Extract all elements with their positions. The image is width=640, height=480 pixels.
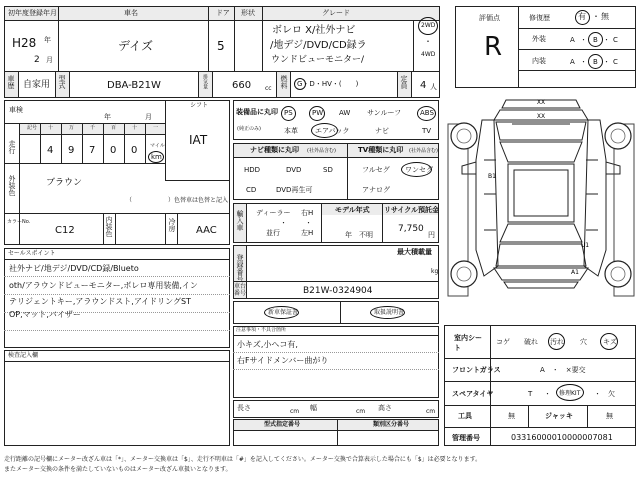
- drive-4wd: 4WD: [421, 51, 436, 58]
- reg-no-label: 登録番号: [236, 254, 244, 282]
- mileage-digit-header: 一: [153, 125, 159, 131]
- grade-line-3: ウンドビューモニター/: [271, 55, 365, 65]
- mileage-digit-header: 記号: [27, 125, 38, 131]
- mileage-digit: 7: [89, 145, 96, 156]
- mileage-digit-header: 十: [48, 125, 54, 131]
- repair-yes: 有: [578, 12, 586, 21]
- chassis-label: 車台番号: [234, 283, 247, 297]
- type-cert-label: 型式指定番号: [264, 421, 301, 428]
- fuel-label: 燃料: [280, 75, 288, 89]
- notes-line-2: 右Fサイドメンバー曲がり: [237, 356, 329, 365]
- usage-value: 自家用: [23, 80, 51, 90]
- score-value: R: [484, 32, 503, 62]
- inspector-box: [4, 350, 230, 446]
- interior-grade-label: 内装: [532, 57, 546, 65]
- car-damage-diagram: [442, 90, 640, 322]
- exterior-color-value: ブラウン: [46, 178, 83, 188]
- sales-point-label: セールスポイント: [8, 250, 56, 257]
- mgmt-label: 管理番号: [452, 434, 480, 442]
- sales-line-3: テリジェントキー,アラウンドスト,アイドリングST: [9, 297, 191, 306]
- exterior-color-label: 外装色: [8, 175, 16, 196]
- mileage-digit: 0: [131, 145, 138, 156]
- color-no-label: カラーNo.: [7, 219, 31, 225]
- jack-label: ジャッキ: [545, 412, 573, 420]
- equipment-label: 装備品に丸印: [236, 108, 278, 116]
- repair-label: 修復歴: [529, 14, 550, 22]
- reg-month: 2: [34, 55, 40, 65]
- mileage-unit-mile: マイル: [150, 143, 165, 149]
- sales-line-2: oth/アラウンドビューモニター,ボレロ専用装備,イン: [9, 281, 198, 290]
- vehicle-details: [4, 100, 230, 245]
- spare-tire-label: スペアタイヤ: [452, 390, 494, 398]
- grade-line-2: /地デジ/DVD/CD録ラ: [270, 40, 367, 51]
- mileage-digit-header: 万: [69, 125, 75, 131]
- car-name: デイズ: [118, 39, 154, 53]
- model-value: DBA-B21W: [107, 80, 161, 91]
- color-no-value: C12: [55, 225, 75, 236]
- footer-line-1: 走行距離の記号欄にメーター改ざん車は「*」、メーター交換車は「$」、走行不明車は「#」を記入してください。メーター交換で合算表示した場合にも「$」は必要となります。: [4, 456, 482, 463]
- recycle-value: 7,750: [398, 224, 424, 234]
- disp-value: 660: [232, 80, 252, 91]
- mark-hood-xx: XX: [536, 113, 546, 120]
- first-reg-label: 初年度登録年月: [8, 9, 57, 17]
- sales-line-1: 社外ナビ/地デジ/DVD/CD録/Blueto: [9, 264, 139, 273]
- tools-label: 工具: [458, 412, 472, 420]
- aircon-value: AAC: [196, 225, 217, 236]
- exterior-grade-label: 外装: [532, 35, 546, 43]
- navi-title: ナビ種類に丸印: [250, 146, 299, 154]
- usage-label: 車歴: [7, 75, 15, 89]
- year-unit: 年: [44, 36, 51, 44]
- repair-no: 無: [601, 12, 609, 21]
- shift-value: IAT: [189, 133, 208, 147]
- mileage-unit-km: km: [151, 153, 162, 161]
- mileage-digit: 0: [110, 145, 117, 156]
- notes-label: 注意事項・不具合箇所: [236, 327, 287, 333]
- capacity-label: 定員: [400, 75, 408, 89]
- mark-front-xx: XX: [536, 99, 546, 106]
- drive-2wd: 2WD: [421, 22, 436, 29]
- shift-label: シフト: [190, 102, 209, 109]
- mileage-digit: 4: [47, 145, 54, 156]
- model-label: 型式: [58, 75, 66, 89]
- month-unit: 月: [46, 56, 53, 64]
- disp-unit: cc: [265, 85, 272, 92]
- dims-box: [233, 400, 439, 418]
- capacity-unit: 人: [430, 83, 437, 91]
- mileage-label: 走行: [8, 140, 16, 154]
- score-label: 評価点: [479, 14, 500, 22]
- mark-right-u1: U1: [580, 242, 590, 249]
- footer-line-2: またメーター交換の条件を満たしていないものはメーター改ざん車扱いとなります。: [4, 466, 232, 473]
- sales-line-4: OP,マット,バイザー: [9, 310, 81, 319]
- capacity-value: 4: [420, 80, 427, 91]
- chassis-value: B21W-0324904: [303, 286, 373, 296]
- car-name-label: 車名: [124, 9, 138, 17]
- doors-label: ドア: [216, 9, 230, 17]
- aircon-label: 冷房: [168, 218, 176, 232]
- inspection-label: 車検: [9, 106, 23, 114]
- mileage-digit-header: 十: [132, 125, 138, 131]
- manual-label: 取扱説明書: [374, 309, 405, 316]
- grade-label: グレード: [322, 9, 350, 17]
- reg-era: H28: [12, 36, 37, 50]
- mgmt-value: 03316000010000007081: [511, 433, 613, 442]
- notes-line-1: 小キズ,小ヘコ有,: [237, 340, 298, 349]
- mark-rear-a1: A1: [571, 269, 579, 276]
- interior-seat-label: 室内シート: [454, 334, 482, 352]
- import-label: 輸入車: [236, 210, 244, 231]
- disp-label: 排気量: [202, 74, 208, 89]
- tv-title: TV種類に丸印: [358, 146, 404, 154]
- drive-dot: ・: [424, 37, 432, 46]
- warranty-label: 新車保証書: [268, 309, 299, 316]
- inspector-label: 検査記入欄: [8, 352, 39, 359]
- exterior-color-note: （ ）色替車は色替と記入: [126, 197, 229, 204]
- mileage-digit: 9: [68, 145, 75, 156]
- max-load-label: 最大積載量: [397, 248, 432, 256]
- class-no-label: 類別区分番号: [373, 421, 410, 428]
- windshield-value: A ・ ×要交: [540, 366, 586, 374]
- model-year-label: モデル年式: [335, 206, 370, 214]
- mark-left-b1: B1: [488, 173, 496, 180]
- windshield-label: フロントガラス: [452, 366, 501, 374]
- doors-value: 5: [217, 39, 225, 53]
- fuel-options: G・D・HV・( ): [297, 80, 359, 88]
- shape-label: 形状: [241, 9, 255, 17]
- grade-line-1: ボレロ X/社外ナビ: [272, 25, 356, 36]
- mileage-digit-header: 百: [111, 125, 117, 131]
- model-year-value: 年 不明: [345, 231, 373, 239]
- interior-color-label: 内装色: [105, 216, 113, 237]
- mileage-digit-header: 千: [90, 125, 96, 131]
- recycle-label: リサイクル預託金: [384, 206, 440, 214]
